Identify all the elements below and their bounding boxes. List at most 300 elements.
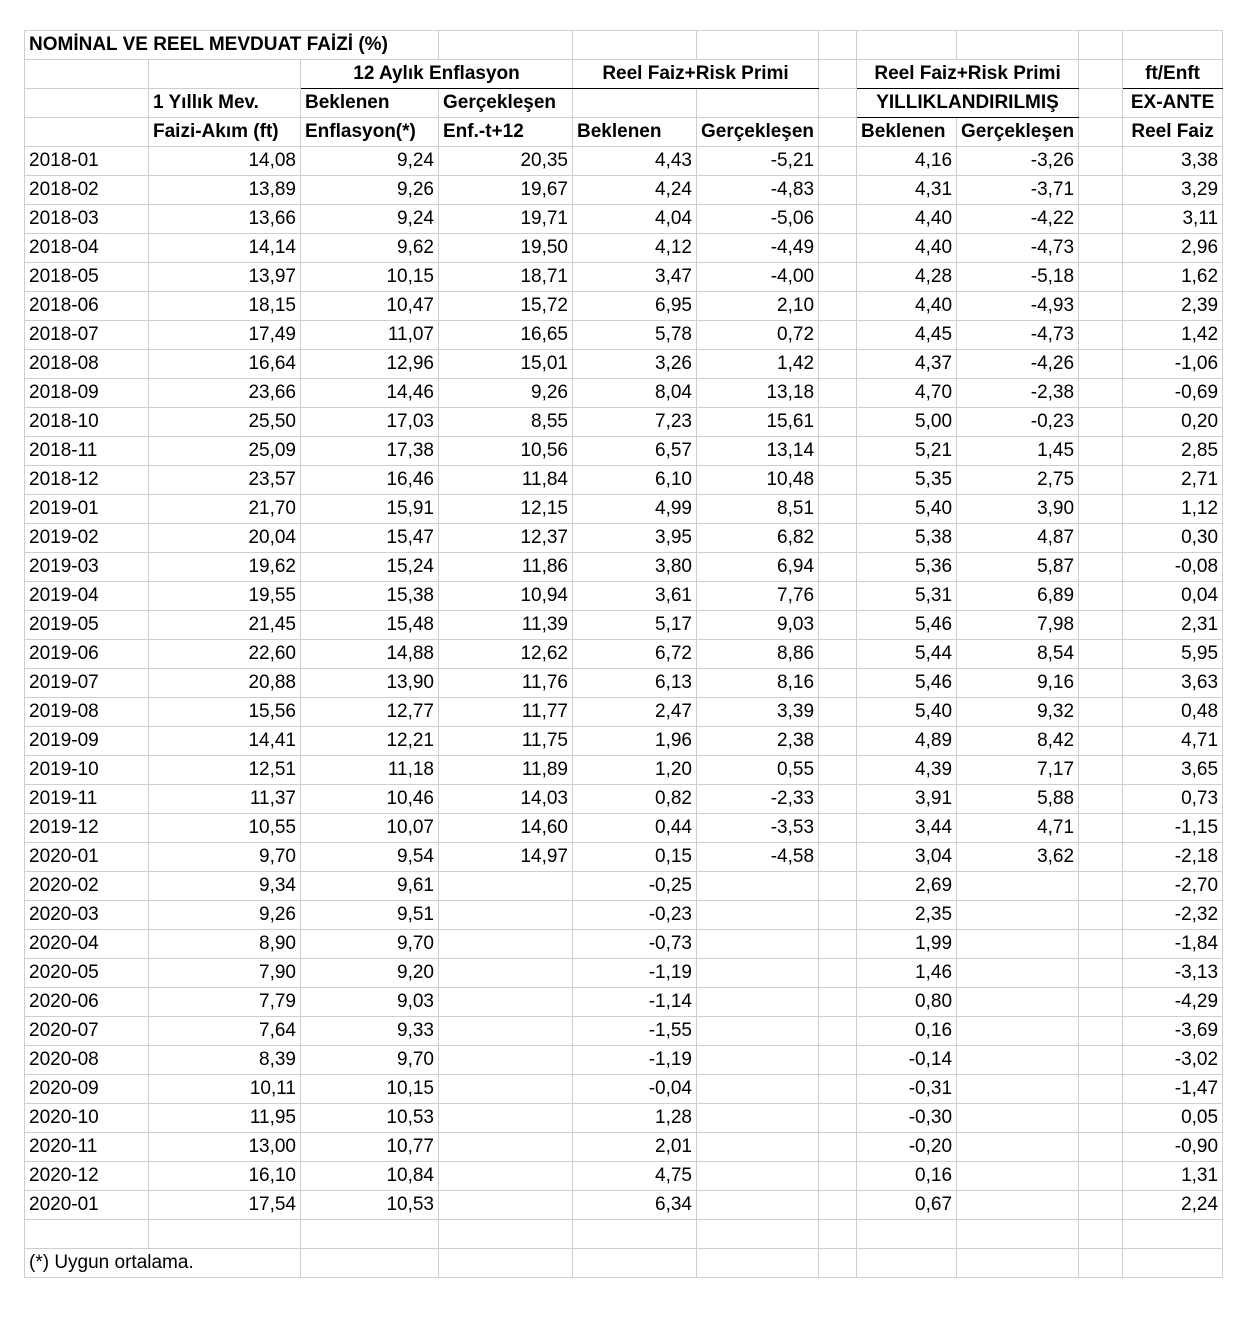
header-enflasyon-group[interactable]: 12 Aylık Enflasyon (301, 60, 573, 89)
cell-reel-bek[interactable]: 6,72 (573, 640, 697, 669)
cell-ex-ante[interactable]: 3,11 (1123, 205, 1223, 234)
cell-reel-ger[interactable]: 8,51 (697, 495, 819, 524)
cell-reel-ger[interactable] (697, 872, 819, 901)
cell-ft[interactable]: 14,41 (149, 727, 301, 756)
cell-reel-ger[interactable]: 13,14 (697, 437, 819, 466)
cell-date[interactable]: 2019-12 (25, 814, 149, 843)
cell-bek-enf[interactable]: 12,96 (301, 350, 439, 379)
cell-yil-bek[interactable]: 5,38 (857, 524, 957, 553)
cell-ger-enf[interactable]: 11,39 (439, 611, 573, 640)
header-gercek-enf-line2[interactable]: Enf.-t+12 (439, 118, 573, 147)
cell-bek-enf[interactable]: 14,88 (301, 640, 439, 669)
cell-reel-bek[interactable]: 0,82 (573, 785, 697, 814)
cell-ger-enf[interactable]: 20,35 (439, 147, 573, 176)
cell-date[interactable]: 2018-06 (25, 292, 149, 321)
cell-reel-bek[interactable]: -1,19 (573, 1046, 697, 1075)
cell-ger-enf[interactable]: 12,37 (439, 524, 573, 553)
cell-yil-ger[interactable]: 6,89 (957, 582, 1079, 611)
cell-yil-bek[interactable]: 4,31 (857, 176, 957, 205)
cell-ex-ante[interactable]: 1,12 (1123, 495, 1223, 524)
cell-ft[interactable]: 13,97 (149, 263, 301, 292)
cell-date[interactable]: 2020-01 (25, 1191, 149, 1220)
cell-bek-enf[interactable]: 9,26 (301, 176, 439, 205)
cell-yil-ger[interactable] (957, 1075, 1079, 1104)
cell-yil-bek[interactable]: 4,39 (857, 756, 957, 785)
cell-reel-ger[interactable] (697, 1017, 819, 1046)
cell-date[interactable]: 2018-03 (25, 205, 149, 234)
cell-yil-ger[interactable] (957, 959, 1079, 988)
cell-yil-ger[interactable]: 8,42 (957, 727, 1079, 756)
cell-ex-ante[interactable]: -2,32 (1123, 901, 1223, 930)
cell-date[interactable]: 2020-12 (25, 1162, 149, 1191)
cell-yil-ger[interactable]: -0,23 (957, 408, 1079, 437)
header-beklenen-enf-line1[interactable]: Beklenen (301, 89, 439, 118)
cell-ft[interactable]: 11,37 (149, 785, 301, 814)
cell-ft[interactable]: 9,26 (149, 901, 301, 930)
cell-reel-bek[interactable]: -0,73 (573, 930, 697, 959)
cell-date[interactable]: 2020-01 (25, 843, 149, 872)
cell-ex-ante[interactable]: 2,39 (1123, 292, 1223, 321)
cell-ex-ante[interactable]: -4,29 (1123, 988, 1223, 1017)
table-title[interactable]: NOMİNAL VE REEL MEVDUAT FAİZİ (%) (25, 31, 439, 60)
cell-ger-enf[interactable] (439, 930, 573, 959)
cell-yil-bek[interactable]: 3,44 (857, 814, 957, 843)
cell-ft[interactable]: 7,90 (149, 959, 301, 988)
cell-yil-ger[interactable]: 3,62 (957, 843, 1079, 872)
cell-ger-enf[interactable]: 8,55 (439, 408, 573, 437)
cell-reel-bek[interactable]: 0,44 (573, 814, 697, 843)
cell-reel-bek[interactable]: 8,04 (573, 379, 697, 408)
cell-bek-enf[interactable]: 17,03 (301, 408, 439, 437)
cell-reel-bek[interactable]: 4,04 (573, 205, 697, 234)
cell-yil-ger[interactable] (957, 930, 1079, 959)
cell-yil-ger[interactable]: 9,16 (957, 669, 1079, 698)
cell-date[interactable]: 2020-10 (25, 1104, 149, 1133)
cell-reel-bek[interactable]: 2,47 (573, 698, 697, 727)
cell-ex-ante[interactable]: -3,13 (1123, 959, 1223, 988)
cell-yil-ger[interactable]: -5,18 (957, 263, 1079, 292)
cell-ex-ante[interactable]: 3,63 (1123, 669, 1223, 698)
cell-bek-enf[interactable]: 12,77 (301, 698, 439, 727)
cell-reel-bek[interactable]: 7,23 (573, 408, 697, 437)
cell-reel-bek[interactable]: -0,25 (573, 872, 697, 901)
cell-yil-bek[interactable]: 5,36 (857, 553, 957, 582)
cell-ft[interactable]: 21,45 (149, 611, 301, 640)
cell-reel-bek[interactable]: 6,34 (573, 1191, 697, 1220)
cell-reel-bek[interactable]: 3,26 (573, 350, 697, 379)
cell-ft[interactable]: 8,90 (149, 930, 301, 959)
cell-yil-ger[interactable] (957, 1017, 1079, 1046)
cell-reel-bek[interactable]: 1,96 (573, 727, 697, 756)
cell-date[interactable]: 2020-04 (25, 930, 149, 959)
cell-yil-bek[interactable]: 4,40 (857, 205, 957, 234)
cell-yil-ger[interactable]: 4,71 (957, 814, 1079, 843)
footnote[interactable]: (*) Uygun ortalama. (25, 1248, 301, 1277)
cell-date[interactable]: 2020-03 (25, 901, 149, 930)
cell-ex-ante[interactable]: 3,38 (1123, 147, 1223, 176)
cell-yil-bek[interactable]: 4,28 (857, 263, 957, 292)
cell-bek-enf[interactable]: 15,48 (301, 611, 439, 640)
header-reel-faiz[interactable]: Reel Faiz (1123, 118, 1223, 147)
cell-yil-ger[interactable]: -3,26 (957, 147, 1079, 176)
cell-reel-ger[interactable]: -4,58 (697, 843, 819, 872)
cell-reel-ger[interactable]: -2,33 (697, 785, 819, 814)
cell-date[interactable]: 2019-04 (25, 582, 149, 611)
cell-yil-bek[interactable]: 5,35 (857, 466, 957, 495)
cell-yil-bek[interactable]: 4,45 (857, 321, 957, 350)
cell-reel-ger[interactable]: -5,21 (697, 147, 819, 176)
cell-reel-bek[interactable]: -1,55 (573, 1017, 697, 1046)
cell-date[interactable]: 2019-02 (25, 524, 149, 553)
cell-date[interactable]: 2019-01 (25, 495, 149, 524)
cell-ft[interactable]: 13,66 (149, 205, 301, 234)
cell-bek-enf[interactable]: 9,70 (301, 1046, 439, 1075)
cell-ft[interactable]: 20,04 (149, 524, 301, 553)
cell-bek-enf[interactable]: 9,62 (301, 234, 439, 263)
cell-ft[interactable]: 14,08 (149, 147, 301, 176)
cell-reel-ger[interactable]: -4,00 (697, 263, 819, 292)
cell-ex-ante[interactable]: 0,20 (1123, 408, 1223, 437)
cell-yil-ger[interactable]: 9,32 (957, 698, 1079, 727)
cell-reel-ger[interactable] (697, 1162, 819, 1191)
cell-bek-enf[interactable]: 9,61 (301, 872, 439, 901)
cell-yil-ger[interactable]: -2,38 (957, 379, 1079, 408)
cell-yil-ger[interactable] (957, 1104, 1079, 1133)
cell-reel-bek[interactable]: 4,75 (573, 1162, 697, 1191)
cell-reel-ger[interactable] (697, 901, 819, 930)
cell-reel-ger[interactable]: 2,10 (697, 292, 819, 321)
cell-ft[interactable]: 17,54 (149, 1191, 301, 1220)
cell-yil-bek[interactable]: -0,14 (857, 1046, 957, 1075)
cell-reel-bek[interactable]: 3,95 (573, 524, 697, 553)
cell-ger-enf[interactable] (439, 1162, 573, 1191)
cell-ex-ante[interactable]: -2,70 (1123, 872, 1223, 901)
cell-reel-bek[interactable]: 3,80 (573, 553, 697, 582)
cell-ex-ante[interactable]: 3,29 (1123, 176, 1223, 205)
cell-date[interactable]: 2018-11 (25, 437, 149, 466)
cell-yil-ger[interactable]: 4,87 (957, 524, 1079, 553)
cell-reel-bek[interactable]: 4,24 (573, 176, 697, 205)
cell-ger-enf[interactable] (439, 1133, 573, 1162)
header-ex-ante[interactable]: EX-ANTE (1123, 89, 1223, 118)
cell-yil-ger[interactable]: 5,88 (957, 785, 1079, 814)
cell-reel-bek[interactable]: 6,57 (573, 437, 697, 466)
cell-reel-bek[interactable]: 1,28 (573, 1104, 697, 1133)
cell-reel-bek[interactable]: 5,17 (573, 611, 697, 640)
cell-ex-ante[interactable]: -2,18 (1123, 843, 1223, 872)
cell-ex-ante[interactable]: -1,84 (1123, 930, 1223, 959)
cell-bek-enf[interactable]: 10,07 (301, 814, 439, 843)
header-reel-group-2[interactable]: Reel Faiz+Risk Primi (857, 60, 1079, 89)
cell-reel-bek[interactable]: -1,14 (573, 988, 697, 1017)
cell-ger-enf[interactable]: 12,62 (439, 640, 573, 669)
cell-ger-enf[interactable]: 19,50 (439, 234, 573, 263)
cell-yil-bek[interactable]: 5,46 (857, 669, 957, 698)
cell-reel-ger[interactable]: 10,48 (697, 466, 819, 495)
cell-date[interactable]: 2018-09 (25, 379, 149, 408)
cell-ex-ante[interactable]: 1,62 (1123, 263, 1223, 292)
cell-ger-enf[interactable]: 14,03 (439, 785, 573, 814)
cell-bek-enf[interactable]: 14,46 (301, 379, 439, 408)
cell-date[interactable]: 2019-08 (25, 698, 149, 727)
cell-reel-bek[interactable]: 4,99 (573, 495, 697, 524)
header-reel-beklenen[interactable]: Beklenen (573, 118, 697, 147)
cell-yil-ger[interactable] (957, 1133, 1079, 1162)
cell-bek-enf[interactable]: 10,77 (301, 1133, 439, 1162)
cell-ex-ante[interactable]: 4,71 (1123, 727, 1223, 756)
cell-yil-ger[interactable]: -4,73 (957, 321, 1079, 350)
cell-yil-bek[interactable]: 4,40 (857, 234, 957, 263)
cell-reel-ger[interactable]: -3,53 (697, 814, 819, 843)
cell-yil-bek[interactable]: 5,46 (857, 611, 957, 640)
cell-reel-ger[interactable]: 3,39 (697, 698, 819, 727)
cell-yil-bek[interactable]: 3,04 (857, 843, 957, 872)
cell-ex-ante[interactable]: -1,15 (1123, 814, 1223, 843)
cell-reel-bek[interactable]: 4,43 (573, 147, 697, 176)
cell-yil-bek[interactable]: 3,91 (857, 785, 957, 814)
cell-reel-bek[interactable]: 6,95 (573, 292, 697, 321)
cell-date[interactable]: 2018-12 (25, 466, 149, 495)
cell-date[interactable]: 2019-05 (25, 611, 149, 640)
header-yil-gerceklesen[interactable]: Gerçekleşen (957, 118, 1079, 147)
cell-yil-ger[interactable] (957, 988, 1079, 1017)
cell-bek-enf[interactable]: 13,90 (301, 669, 439, 698)
cell-ft[interactable]: 12,51 (149, 756, 301, 785)
cell-reel-bek[interactable]: 4,12 (573, 234, 697, 263)
cell-ft[interactable]: 9,34 (149, 872, 301, 901)
cell-reel-ger[interactable]: 6,94 (697, 553, 819, 582)
cell-ger-enf[interactable]: 14,60 (439, 814, 573, 843)
cell-ft[interactable]: 19,55 (149, 582, 301, 611)
cell-ger-enf[interactable] (439, 1075, 573, 1104)
cell-yil-ger[interactable] (957, 901, 1079, 930)
cell-date[interactable]: 2020-07 (25, 1017, 149, 1046)
cell-bek-enf[interactable]: 15,91 (301, 495, 439, 524)
cell-ger-enf[interactable]: 11,76 (439, 669, 573, 698)
cell-yil-bek[interactable]: 4,16 (857, 147, 957, 176)
cell-bek-enf[interactable]: 10,15 (301, 263, 439, 292)
cell-bek-enf[interactable]: 9,51 (301, 901, 439, 930)
cell-ger-enf[interactable] (439, 1046, 573, 1075)
cell-ft[interactable]: 11,95 (149, 1104, 301, 1133)
cell-reel-ger[interactable] (697, 930, 819, 959)
cell-yil-ger[interactable] (957, 1046, 1079, 1075)
cell-ft[interactable]: 13,89 (149, 176, 301, 205)
cell-reel-ger[interactable]: 9,03 (697, 611, 819, 640)
cell-yil-bek[interactable]: 5,44 (857, 640, 957, 669)
cell-yil-bek[interactable]: 4,37 (857, 350, 957, 379)
cell-ft[interactable]: 23,66 (149, 379, 301, 408)
cell-bek-enf[interactable]: 10,47 (301, 292, 439, 321)
cell-ger-enf[interactable]: 16,65 (439, 321, 573, 350)
cell-ger-enf[interactable]: 11,89 (439, 756, 573, 785)
cell-yil-bek[interactable]: 1,46 (857, 959, 957, 988)
cell-reel-ger[interactable]: -4,49 (697, 234, 819, 263)
cell-yil-ger[interactable]: 5,87 (957, 553, 1079, 582)
cell-reel-ger[interactable]: 1,42 (697, 350, 819, 379)
cell-yil-ger[interactable] (957, 872, 1079, 901)
header-ft-enft[interactable]: ft/Enft (1123, 60, 1223, 89)
cell-ft[interactable]: 16,64 (149, 350, 301, 379)
cell-date[interactable]: 2018-01 (25, 147, 149, 176)
cell-date[interactable]: 2019-03 (25, 553, 149, 582)
cell-date[interactable]: 2020-08 (25, 1046, 149, 1075)
cell-date[interactable]: 2019-09 (25, 727, 149, 756)
cell-reel-ger[interactable]: 7,76 (697, 582, 819, 611)
cell-yil-bek[interactable]: 0,16 (857, 1017, 957, 1046)
cell-ger-enf[interactable]: 14,97 (439, 843, 573, 872)
cell-ex-ante[interactable]: 2,31 (1123, 611, 1223, 640)
cell-bek-enf[interactable]: 9,70 (301, 930, 439, 959)
cell-ger-enf[interactable]: 19,67 (439, 176, 573, 205)
cell-date[interactable]: 2019-07 (25, 669, 149, 698)
header-beklenen-enf-line2[interactable]: Enflasyon(*) (301, 118, 439, 147)
cell-reel-bek[interactable]: 2,01 (573, 1133, 697, 1162)
cell-bek-enf[interactable]: 11,07 (301, 321, 439, 350)
cell-bek-enf[interactable]: 10,53 (301, 1191, 439, 1220)
cell-reel-ger[interactable] (697, 1075, 819, 1104)
cell-date[interactable]: 2020-06 (25, 988, 149, 1017)
cell-reel-ger[interactable]: -4,83 (697, 176, 819, 205)
cell-ger-enf[interactable]: 11,84 (439, 466, 573, 495)
cell-date[interactable]: 2020-11 (25, 1133, 149, 1162)
cell-yil-bek[interactable]: 4,40 (857, 292, 957, 321)
cell-yil-ger[interactable] (957, 1162, 1079, 1191)
cell-bek-enf[interactable]: 9,54 (301, 843, 439, 872)
cell-date[interactable]: 2018-04 (25, 234, 149, 263)
cell-ft[interactable]: 21,70 (149, 495, 301, 524)
cell-bek-enf[interactable]: 11,18 (301, 756, 439, 785)
cell-bek-enf[interactable]: 10,53 (301, 1104, 439, 1133)
cell-reel-ger[interactable]: 15,61 (697, 408, 819, 437)
cell-reel-bek[interactable]: 3,61 (573, 582, 697, 611)
cell-reel-ger[interactable]: 8,16 (697, 669, 819, 698)
cell-ft[interactable]: 8,39 (149, 1046, 301, 1075)
cell-yil-ger[interactable]: 8,54 (957, 640, 1079, 669)
cell-yil-ger[interactable]: 3,90 (957, 495, 1079, 524)
cell-bek-enf[interactable]: 9,20 (301, 959, 439, 988)
cell-ger-enf[interactable]: 19,71 (439, 205, 573, 234)
cell-bek-enf[interactable]: 9,24 (301, 147, 439, 176)
cell-ex-ante[interactable]: -0,90 (1123, 1133, 1223, 1162)
cell-ft[interactable]: 7,64 (149, 1017, 301, 1046)
cell-ex-ante[interactable]: -0,08 (1123, 553, 1223, 582)
cell-date[interactable]: 2019-11 (25, 785, 149, 814)
header-mev-line1[interactable]: 1 Yıllık Mev. (149, 89, 301, 118)
cell-date[interactable]: 2018-05 (25, 263, 149, 292)
cell-reel-ger[interactable] (697, 959, 819, 988)
cell-ex-ante[interactable]: 0,05 (1123, 1104, 1223, 1133)
cell-reel-bek[interactable]: 5,78 (573, 321, 697, 350)
cell-bek-enf[interactable]: 15,47 (301, 524, 439, 553)
cell-reel-ger[interactable] (697, 988, 819, 1017)
cell-ger-enf[interactable] (439, 901, 573, 930)
cell-ft[interactable]: 17,49 (149, 321, 301, 350)
header-mev-line2[interactable]: Faizi-Akım (ft) (149, 118, 301, 147)
cell-ger-enf[interactable]: 15,72 (439, 292, 573, 321)
cell-ex-ante[interactable]: 2,96 (1123, 234, 1223, 263)
cell-ft[interactable]: 15,56 (149, 698, 301, 727)
cell-bek-enf[interactable]: 16,46 (301, 466, 439, 495)
cell-ft[interactable]: 22,60 (149, 640, 301, 669)
cell-yil-ger[interactable]: 2,75 (957, 466, 1079, 495)
cell-reel-bek[interactable]: 3,47 (573, 263, 697, 292)
cell-ft[interactable]: 7,79 (149, 988, 301, 1017)
cell-yil-bek[interactable]: 0,16 (857, 1162, 957, 1191)
cell-ft[interactable]: 14,14 (149, 234, 301, 263)
cell-yil-ger[interactable]: -4,26 (957, 350, 1079, 379)
header-reel-group[interactable]: Reel Faiz+Risk Primi (573, 60, 819, 89)
cell-yil-bek[interactable]: 5,31 (857, 582, 957, 611)
cell-yil-bek[interactable]: 0,67 (857, 1191, 957, 1220)
cell-date[interactable]: 2018-10 (25, 408, 149, 437)
cell-ex-ante[interactable]: 0,30 (1123, 524, 1223, 553)
cell-reel-ger[interactable]: -5,06 (697, 205, 819, 234)
cell-reel-ger[interactable]: 13,18 (697, 379, 819, 408)
cell-ft[interactable]: 16,10 (149, 1162, 301, 1191)
cell-ex-ante[interactable]: -1,06 (1123, 350, 1223, 379)
cell-ger-enf[interactable]: 11,86 (439, 553, 573, 582)
cell-ft[interactable]: 19,62 (149, 553, 301, 582)
cell-yil-bek[interactable]: 5,40 (857, 495, 957, 524)
cell-yil-bek[interactable]: 2,35 (857, 901, 957, 930)
cell-ger-enf[interactable]: 15,01 (439, 350, 573, 379)
cell-date[interactable]: 2019-06 (25, 640, 149, 669)
cell-ex-ante[interactable]: 2,24 (1123, 1191, 1223, 1220)
cell-bek-enf[interactable]: 10,15 (301, 1075, 439, 1104)
cell-ger-enf[interactable]: 11,75 (439, 727, 573, 756)
cell-ex-ante[interactable]: 2,85 (1123, 437, 1223, 466)
cell-ger-enf[interactable] (439, 1191, 573, 1220)
cell-ex-ante[interactable]: 3,65 (1123, 756, 1223, 785)
cell-reel-ger[interactable] (697, 1133, 819, 1162)
cell-ger-enf[interactable] (439, 1017, 573, 1046)
cell-ex-ante[interactable]: -3,02 (1123, 1046, 1223, 1075)
header-reel-gerceklesen[interactable]: Gerçekleşen (697, 118, 819, 147)
cell-date[interactable]: 2018-08 (25, 350, 149, 379)
cell-reel-ger[interactable]: 6,82 (697, 524, 819, 553)
cell-yil-bek[interactable]: 1,99 (857, 930, 957, 959)
cell-bek-enf[interactable]: 10,84 (301, 1162, 439, 1191)
cell-yil-bek[interactable]: 0,80 (857, 988, 957, 1017)
cell-ft[interactable]: 25,50 (149, 408, 301, 437)
cell-reel-bek[interactable]: -1,19 (573, 959, 697, 988)
cell-bek-enf[interactable]: 9,03 (301, 988, 439, 1017)
cell-yil-ger[interactable]: 7,17 (957, 756, 1079, 785)
cell-bek-enf[interactable]: 9,24 (301, 205, 439, 234)
cell-ger-enf[interactable] (439, 1104, 573, 1133)
cell-ex-ante[interactable]: 0,48 (1123, 698, 1223, 727)
cell-reel-bek[interactable]: 6,10 (573, 466, 697, 495)
cell-ft[interactable]: 18,15 (149, 292, 301, 321)
cell-ger-enf[interactable]: 10,56 (439, 437, 573, 466)
cell-bek-enf[interactable]: 9,33 (301, 1017, 439, 1046)
cell-bek-enf[interactable]: 10,46 (301, 785, 439, 814)
cell-yil-bek[interactable]: 5,00 (857, 408, 957, 437)
cell-yil-bek[interactable]: 2,69 (857, 872, 957, 901)
cell-date[interactable]: 2020-09 (25, 1075, 149, 1104)
cell-ex-ante[interactable]: 5,95 (1123, 640, 1223, 669)
cell-reel-ger[interactable]: 8,86 (697, 640, 819, 669)
cell-yil-ger[interactable] (957, 1191, 1079, 1220)
cell-ft[interactable]: 9,70 (149, 843, 301, 872)
cell-ger-enf[interactable]: 11,77 (439, 698, 573, 727)
cell-ft[interactable]: 25,09 (149, 437, 301, 466)
header-yilliklandirilmis[interactable]: YILLIKLANDIRILMIŞ (857, 89, 1079, 118)
cell-ex-ante[interactable]: 1,42 (1123, 321, 1223, 350)
cell-ger-enf[interactable]: 18,71 (439, 263, 573, 292)
cell-ft[interactable]: 23,57 (149, 466, 301, 495)
